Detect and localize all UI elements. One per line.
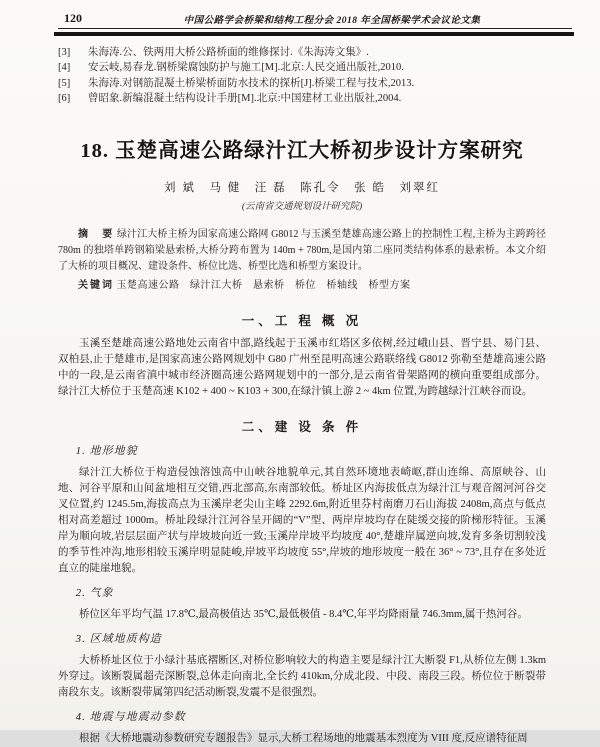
reference-label: [5] (58, 77, 71, 89)
reference-label: [6] (58, 93, 71, 104)
reference-text: 安云岐,易春龙.钢桥梁腐蚀防护与施工[M].北京:人民交通出版社,2010. (88, 62, 404, 73)
subsection-weather-paragraph: 桥位区年平均气温 17.8℃,最高极值达 35℃,最低极值 - 8.4℃,年平均降雨量 746.3mm,属干热河谷。 (79, 608, 528, 620)
reference-item (58, 91, 546, 107)
reference-list (58, 45, 546, 107)
reference-item (58, 45, 546, 61)
article-title: 18. 玉楚高速公路绿汁江大桥初步设计方案研究 (80, 139, 524, 162)
keywords-block (58, 278, 546, 294)
reference-text: 朱海涛.公、铁两用大桥公路桥面的维修探讨.《朱海涛文集》. (88, 46, 369, 58)
section-heading-2: 二、建 设 条 件 (241, 419, 363, 434)
keywords-text: 玉楚高速公路 绿汁江大桥 悬索桥 桥位 桥轴线 桥型方案 (116, 279, 411, 291)
reference-label: [4] (58, 62, 71, 73)
page-number: 120 (58, 11, 92, 29)
running-title: 中国公路学会桥梁和结构工程分会 2018 年全国桥梁学术会议论文集 (92, 12, 572, 29)
reference-text: 曾昭象.新编混凝土结构设计手册[M].北京:中国建材工业出版社,2004. (88, 93, 402, 104)
header-rule (54, 32, 574, 36)
section-heading-1: 一、工 程 概 况 (241, 313, 363, 328)
section-1-paragraph: 玉溪至楚雄高速公路地处云南省中部,路线起于玉溪市红塔区多依树,经过峨山县、晋宁县、易门县、双柏县,止于楚雄市,是国家高速公路网规划中 G80 广州至昆明高速公路联络线 G8012 弥勒至楚雄高速公路中的一段,是云南省滇中城市经济圈高速公路网规划中的一部分,是云南省骨架路网的横向重要组成部分。绿汁江大桥位于玉楚高速 K102 + 400 ~ K103 + 300,在绿汁镇上游 2 ~ 4km 位置,为跨越绿汁江峡谷而设。 (58, 337, 546, 397)
author-line: 刘 斌 马 健 汪 磊 陈孔令 张 皓 刘翠红 (164, 181, 440, 194)
reference-label: [3] (58, 46, 71, 58)
keywords-label: 关键词 (78, 279, 114, 291)
subsection-terrain-paragraph: 绿汁江大桥位于构造侵蚀溶蚀高中山峡谷地貌单元,其自然环境地表崎岖,群山连绵、高原峡谷、山地、河谷平原和山间盆地相互交错,西北部高,东南部较低。桥址区内海拔低点为绿汁江与观音阁河河谷交叉位置,约 1245.5m,海拔高点为玉溪岸老尖山主峰 2292.6m,附近里芬村南磨刀石山海拔 2408m,高点与低点相对高差超过 1000m。桥址段绿汁江河谷呈开阔的“V”型、两岸岸坡均存在陡缓交接的阶梯形特征。玉溪岸为顺向坡,岩层层面产状与岸坡坡向近一致;玉溪岸岸坡平均坡度 40°,楚雄岸属逆向坡,发育多条切割较浅的季节性冲沟,地形相较玉溪岸明显陡峻,岸坡平均坡度 55°,岸坡的地形坡度一般在 36° ~ 73°,且存在多处近直立的陡崖地貌。 (58, 466, 546, 574)
subsection-heading-terrain: 1. 地形地貌 (75, 444, 138, 457)
subsection-heading-geology: 3. 区域地质构造 (75, 632, 162, 645)
abstract-text: 绿汁江大桥主桥为国家高速公路网 G8012 与玉溪至楚雄高速公路上的控制性工程,主桥为主跨跨径 780m 的独塔单跨钢箱梁悬索桥,大桥分跨布置为 140m + 780m,是国内第二座同类结构体系的悬索桥。本文介绍了大桥的项目概况、建设条件、桥位比选、桥型比选和桥型方案设计。 (58, 228, 547, 272)
running-header (58, 0, 572, 29)
reference-item (58, 76, 546, 92)
affiliation: (云南省交通规划设计研究院) (241, 201, 363, 212)
reference-item (58, 60, 546, 76)
abstract-block (58, 227, 546, 275)
subsection-heading-weather: 2. 气象 (75, 586, 114, 599)
subsection-heading-seismic: 4. 地震与地震动参数 (75, 710, 186, 723)
subsection-seismic-paragraph: 根据《大桥地震动参数研究专题报告》显示,大桥工程场地的地震基本烈度为 VIII 度,反应谱特征周 (79, 732, 528, 744)
subsection-geology-paragraph: 大桥桥址区位于小绿汁基底褶断区,对桥位影响较大的构造主要是绿汁江大断裂 F1,从桥位左侧 1.3km外穿过。该断裂属超壳深断裂,总体走向南北,全长约 410km,分成北段、中段、南段三段。桥位位于断裂带南段东支。该断裂带属第四纪活动断裂,发震不是很强烈。 (58, 654, 546, 698)
abstract-label: 摘 要 (78, 228, 115, 240)
reference-text: 朱海涛.对钢筋混凝土桥梁桥面防水技术的探析[J].桥梁工程与技术,2013. (88, 77, 415, 89)
